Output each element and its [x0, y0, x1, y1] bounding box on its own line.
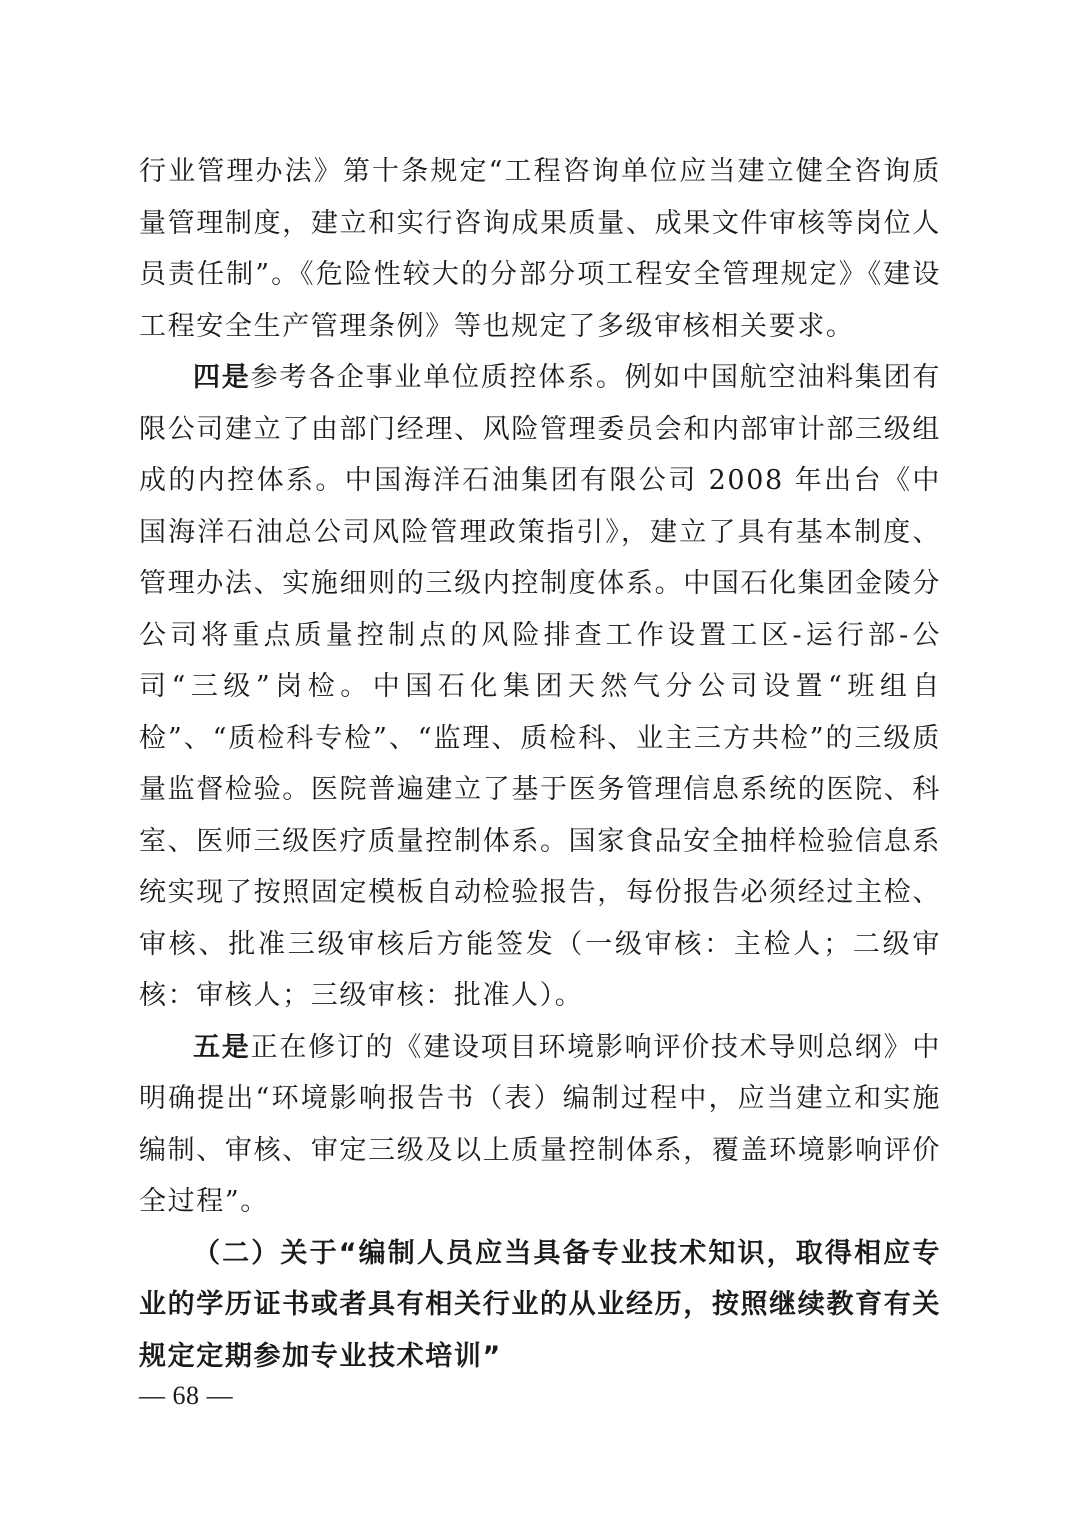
- page-number: — 68 —: [139, 1381, 234, 1410]
- paragraph-five-lead: 五是: [193, 1031, 251, 1063]
- paragraph-four-lead: 四是: [193, 362, 251, 393]
- paragraph-four-body: 参考各企事业单位质控体系。例如中国航空油料集团有限公司建立了由部门经理、风险管理委员会和内部审计部三级组成的内控体系。中国海洋石油集团有限公司 2008 年出台《中国海洋石油总公司风险管理政策指引》，建立了具有基本制度、管理办法、实施细则的三级内控制度体系。中国石化集团金陵分公司将重点质量控制点的风险排查工作设置工区-运行部-公司“三级”岗检。中国石化集团天然气分公司设置“班组自检”、“质检科专检”、“监理、质检科、业主三方共检”的三级质量监督检验。医院普遍建立了基于医务管理信息系统的医院、科室、医师三级医疗质量控制体系。国家食品安全抽样检验信息系统实现了按照固定模板自动检验报告，每份报告必须经过主检、审核、批准三级审核后方能签发（一级审核：主检人；二级审核：审核人；三级审核：批准人）。: [139, 362, 941, 1011]
- paragraph-five: [139, 1022, 941, 1228]
- body-text: [139, 146, 941, 1382]
- section-heading: （二）关于“编制人员应当具备专业技术知识，取得相应专业的学历证书或者具有相关行业的从业经历，按照继续教育有关规定定期参加专业技术培训”: [139, 1237, 941, 1372]
- paragraph-continued: 行业管理办法》第十条规定“工程咨询单位应当建立健全咨询质量管理制度，建立和实行咨询成果质量、成果文件审核等岗位人员责任制”。《危险性较大的分部分项工程安全管理规定》《建设工程安全生产管理条例》等也规定了多级审核相关要求。: [139, 156, 941, 342]
- paragraph-five-body: 正在修订的《建设项目环境影响评价技术导则总纲》中明确提出“环境影响报告书（表）编制过程中，应当建立和实施编制、审核、审定三级及以上质量控制体系，覆盖环境影响评价全过程”。: [139, 1031, 941, 1217]
- paragraph-four: [139, 352, 941, 1022]
